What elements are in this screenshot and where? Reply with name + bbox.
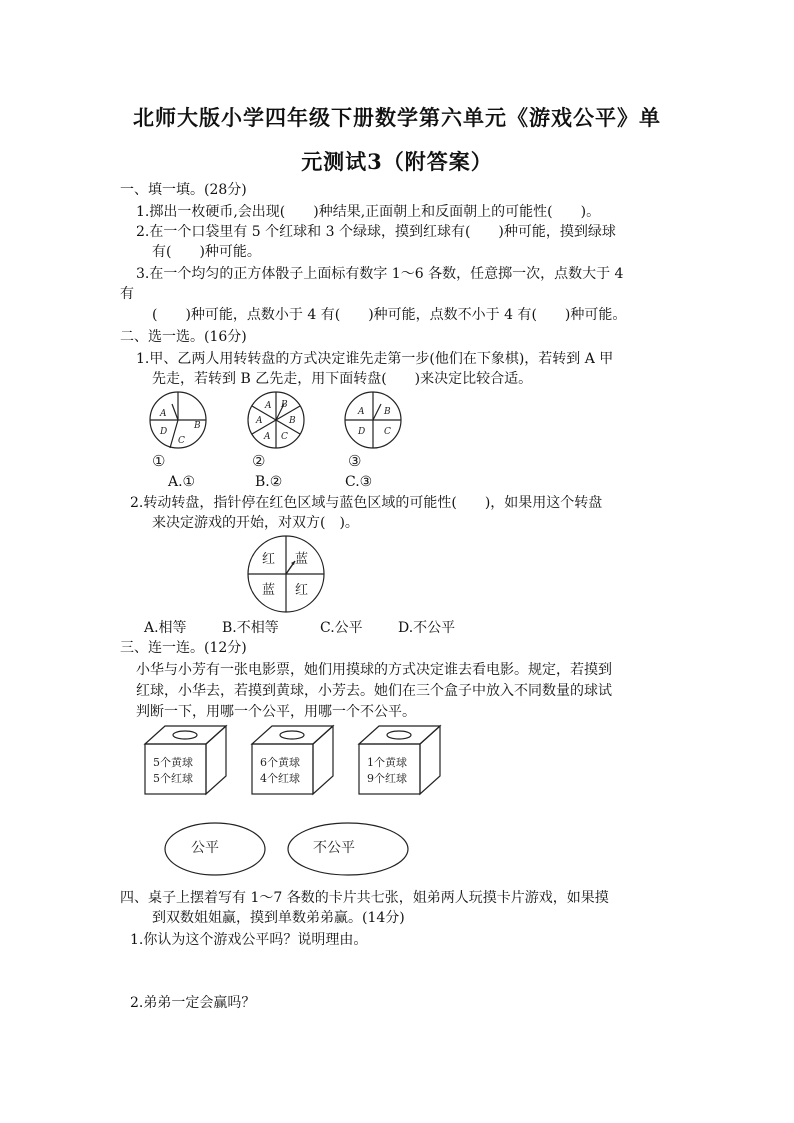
fair-label: 公平 — [191, 840, 219, 856]
s4-q2: 2.弟弟一定会赢吗？ — [130, 995, 256, 1011]
page-title: 北师大版小学四年级下册数学第六单元《游戏公平》单 — [133, 105, 661, 130]
spinner1-letter-b: B — [194, 421, 201, 431]
spinner3-letter-a: A — [358, 407, 365, 417]
spinner1-letter-a: A — [160, 409, 167, 419]
s3-para-line2: 红球，小华去，若摸到黄球，小芳去。她们在三个盒子中放入不同数量的球试 — [136, 683, 612, 699]
s2-q2-line1: 2.转动转盘，指针停在红色区域与蓝色区域的可能性( )，如果用这个转盘 — [130, 495, 603, 511]
spinner-figures — [140, 390, 420, 470]
spinner2-label: ② — [252, 452, 266, 470]
ball-boxes — [140, 722, 450, 798]
s2-q2-option-b: B.不相等 — [222, 620, 279, 636]
s2-q1-option-b: B.② — [255, 474, 283, 490]
s4-q1: 1.你认为这个游戏公平吗？说明理由。 — [130, 932, 368, 948]
color-spinner — [245, 534, 327, 614]
box1-yellow-count: 5个黄球 — [153, 756, 193, 769]
box2-red-count: 4个红球 — [260, 772, 300, 785]
spinner3-label: ③ — [348, 452, 362, 470]
spinner2-letter-b2: B — [289, 416, 296, 426]
section4-heading-cont: 到双数姐姐赢，摸到单数弟弟赢。(14分) — [152, 910, 405, 926]
box3-red-count: 9个红球 — [367, 772, 407, 785]
box1-red-count: 5个红球 — [153, 772, 193, 785]
region-blue-1: 蓝 — [295, 552, 309, 567]
page-title-cont: 元测试3（附答案） — [301, 149, 493, 174]
s2-q2-option-a: A.相等 — [144, 620, 187, 636]
box3-yellow-count: 1个黄球 — [367, 756, 407, 769]
box2-yellow-count: 6个黄球 — [260, 756, 300, 769]
spinner2-letter-a2: A — [256, 416, 263, 426]
s1-q2-line1: 2.在一个口袋里有 5 个红球和 3 个绿球，摸到红球有( )种可能，摸到绿球 — [136, 224, 616, 240]
section4-heading: 四、桌子上摆着写有 1～7 各数的卡片共七张，姐弟两人玩摸卡片游戏，如果摸 — [120, 890, 609, 906]
spinner1-letter-d: D — [160, 427, 168, 437]
s1-q2-line2: 有( )种可能。 — [152, 244, 261, 260]
s2-q2-option-c: C.公平 — [320, 620, 363, 636]
s1-q3-line2: 有 — [120, 286, 134, 302]
region-red-1: 红 — [262, 552, 276, 567]
section3-heading: 三、连一连。(12分) — [120, 640, 247, 656]
s2-q1-option-a: A.① — [168, 474, 196, 490]
s2-q2-line2: 来决定游戏的开始，对双方( )。 — [152, 515, 359, 531]
s2-q1-option-c: C.③ — [345, 474, 373, 490]
s2-q1-line2: 先走，若转到 B 乙先走，用下面转盘( )来决定比较合适。 — [152, 371, 533, 387]
spinner3-letter-c: C — [384, 427, 391, 437]
region-blue-2: 蓝 — [262, 583, 276, 598]
spinner1-letter-c: C — [178, 436, 185, 446]
spinner2-letter-c: C — [281, 432, 288, 442]
spinner2-letter-a1: A — [265, 401, 272, 411]
s2-q2-option-d: D.不公平 — [398, 620, 456, 636]
spinner1-label: ① — [152, 452, 166, 470]
s1-q3-line1: 3.在一个均匀的正方体骰子上面标有数字 1～6 各数，任意掷一次，点数大于 4 — [136, 266, 624, 282]
spinner2-letter-b1: B — [281, 400, 288, 410]
s3-para-line3: 判断一下，用哪一个公平，用哪一个不公平。 — [136, 704, 416, 720]
spinner2-letter-a3: A — [264, 432, 271, 442]
s1-q1: 1.掷出一枚硬币,会出现( )种结果,正面朝上和反面朝上的可能性( )。 — [136, 204, 601, 220]
unfair-label: 不公平 — [313, 840, 355, 856]
s2-q1-line1: 1.甲、乙两人用转转盘的方式决定谁先走第一步(他们在下象棋)，若转到 A 甲 — [136, 351, 614, 367]
s3-para-line1: 小华与小芳有一张电影票，她们用摸球的方式决定谁去看电影。规定，若摸到 — [136, 662, 612, 678]
spinner3-letter-b: B — [384, 407, 391, 417]
section1-heading: 一、填一填。(28分) — [120, 182, 247, 198]
region-red-2: 红 — [295, 583, 309, 598]
fairness-ovals — [160, 818, 412, 880]
spinner3-letter-d: D — [358, 427, 366, 437]
s1-q3-line3: ( )种可能，点数小于 4 有( )种可能，点数不小于 4 有( )种可能。 — [152, 307, 627, 323]
section2-heading: 二、选一选。(16分) — [120, 329, 247, 345]
